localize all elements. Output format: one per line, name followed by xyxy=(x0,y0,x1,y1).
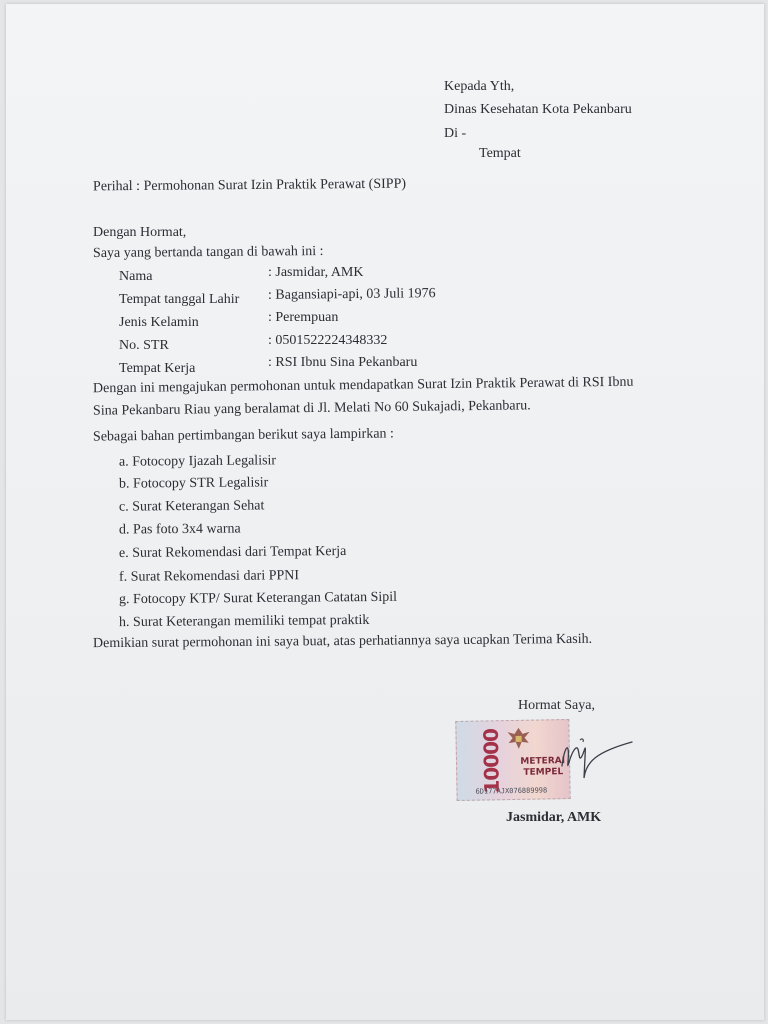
stamp-label-2: TEMPEL xyxy=(523,767,564,778)
attachment-item: h. Surat Keterangan memiliki tempat praktik xyxy=(118,612,370,631)
intro-line: Saya yang bertanda tangan di bawah ini : xyxy=(92,243,324,262)
attachment-item: d. Pas foto 3x4 warna xyxy=(118,521,241,538)
garuda-emblem-icon xyxy=(504,725,533,755)
attachment-item: c. Surat Keterangan Sehat xyxy=(118,498,265,515)
attachment-item: a. Fotocopy Ijazah Legalisir xyxy=(118,453,277,470)
handwritten-signature xyxy=(540,718,640,790)
signer-name: Jasmidar, AMK xyxy=(506,810,602,825)
greeting: Dengan Hormat, xyxy=(93,225,187,240)
attachment-item: e. Surat Rekomendasi dari Tempat Kerja xyxy=(118,544,347,561)
recipient-line-1: Kepada Yth, xyxy=(444,79,515,94)
identity-label: Tempat Kerja xyxy=(119,361,196,376)
attachment-item: b. Fotocopy STR Legalisir xyxy=(118,475,269,492)
request-line-2: Sina Pekanbaru Riau yang beralamat di Jl. Melati No 60 Sukajadi, Pekanbaru. xyxy=(92,398,531,419)
identity-value: : Bagansiapi-api, 03 Juli 1976 xyxy=(267,286,436,303)
attachment-item: g. Fotocopy KTP/ Surat Keterangan Catatan Sipil xyxy=(118,589,398,608)
identity-label: Nama xyxy=(119,269,153,284)
identity-label: Tempat tanggal Lahir xyxy=(119,292,240,307)
stamp-serial: 6D177AJX076889998 xyxy=(475,786,548,796)
recipient-line-3: Di - xyxy=(444,126,467,141)
identity-value: : RSI Ibnu Sina Pekanbaru xyxy=(268,355,418,370)
identity-value: : Perempuan xyxy=(268,310,339,325)
attachment-item: f. Surat Rekomendasi dari PPNI xyxy=(118,568,300,585)
subject-line: Perihal : Permohonan Surat Izin Praktik Perawat (SIPP) xyxy=(92,176,407,195)
regards: Hormat Saya, xyxy=(518,698,595,713)
identity-value: : 0501522224348332 xyxy=(268,333,388,348)
recipient-line-2: Dinas Kesehatan Kota Pekanbaru xyxy=(444,102,632,117)
request-line-1: Dengan ini mengajukan permohonan untuk mendapatkan Surat Izin Praktik Perawat di RSI Ibnu xyxy=(92,374,634,397)
attachments-intro: Sebagai bahan pertimbangan berikut saya lampirkan : xyxy=(92,426,394,445)
closing-line: Demikian surat permohonan ini saya buat, atas perhatiannya saya ucapkan Terima Kasih. xyxy=(92,631,593,652)
stamp-value: 10000 xyxy=(478,728,504,794)
stamp-label-1: METERAI xyxy=(520,756,566,767)
recipient-line-4: Tempat xyxy=(479,146,521,161)
identity-value: : Jasmidar, AMK xyxy=(268,265,364,280)
identity-label: No. STR xyxy=(119,338,169,353)
identity-label: Jenis Kelamin xyxy=(119,315,199,330)
